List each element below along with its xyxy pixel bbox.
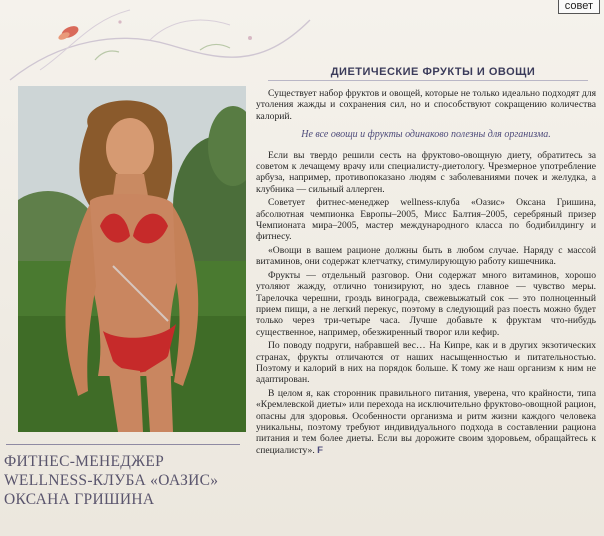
article-paragraph: Советует фитнес-менеджер wellness-клуба «Оазис» Оксана Гришина, абсолютная чемпионка Европы–2005, Мисс Балтия–2005, серебряный призер Чемпионата мира–2005, мастер международного класса по бодибилдингу и фитнесу. (256, 197, 596, 243)
article-heading: ДИЕТИЧЕСКИЕ ФРУКТЫ И ОВОЩИ (330, 66, 536, 78)
article-paragraph: «Овощи в вашем рационе должны быть в любом случае. Наряду с массой витаминов, они содержат клетчатку, стимулирующую работу кишечника. (256, 244, 596, 268)
caption-divider (6, 444, 240, 445)
portrait-photo (18, 86, 246, 432)
article-paragraph-text: В целом я, как сторонник правильного питания, уверена, что крайности, типа «Кремлевской диеты» или перехода на исключительно фруктово-овощной рацион, опасны для здоровья. Особенности организма и ритм жизни каждого человека уникальны, поэтому требуют индивидуального подхода в составлении рациона питания и тем более диеты. Если вы дорожите своим здоровьем, обращайтесь к специалисту». (256, 387, 596, 456)
article-paragraph: По поводу подруги, набравшей вес… На Кипре, как и в других экзотических странах, фрукты отличаются от наших насыщенностью и питательностью. Поэтому и калорий в них на порядок больше. К тому же наш организм к ним не адаптирован. (256, 340, 596, 386)
article-intro: Существует набор фруктов и овощей, которые не только идеально подходят для утоления жажды и сохранения сил, но и способствуют сокращению количества калорий. (256, 88, 596, 122)
section-label: совет (558, 0, 600, 14)
article-paragraph: Фрукты — отдельный разговор. Они содержат много витаминов, хорошо утоляют жажду, отлично тонизируют, но здесь главное — чувство меры. Тарелочка черешни, гроздь винограда, свежевыжатый сок — это полноценный прием пищи, а не легкий перекус, поэтому в следующий раз поесть можно будет только через три-четыре часа. Лучше добавьте к фруктам что-нибудь существенное, например, обезжиренный творог или кефир. (256, 269, 596, 338)
athlete-photo-illustration (18, 86, 246, 432)
article-paragraph: Если вы твердо решили сесть на фруктово-овощную диету, обратитесь за советом к лечащему врачу или специалисту-диетологу. Чрезмерное употребление арбуза, например, противопоказано людям с заболеваниями почек и желудка, а клубника — сильный аллерген. (256, 149, 596, 195)
heading-divider (268, 80, 588, 81)
article-subheading: Не все овощи и фрукты одинаково полезны для организма. (301, 129, 551, 141)
caption-line-name: ОКСАНА ГРИШИНА (4, 491, 155, 508)
caption-line-role: ФИТНЕС-МЕНЕДЖЕР (4, 453, 165, 470)
caption-line-club: WELLNESS-КЛУБА «ОАЗИС» (4, 472, 219, 489)
article-body (256, 88, 596, 458)
end-mark: F (317, 444, 324, 456)
article-paragraph (256, 388, 596, 456)
photo-caption (4, 452, 244, 509)
